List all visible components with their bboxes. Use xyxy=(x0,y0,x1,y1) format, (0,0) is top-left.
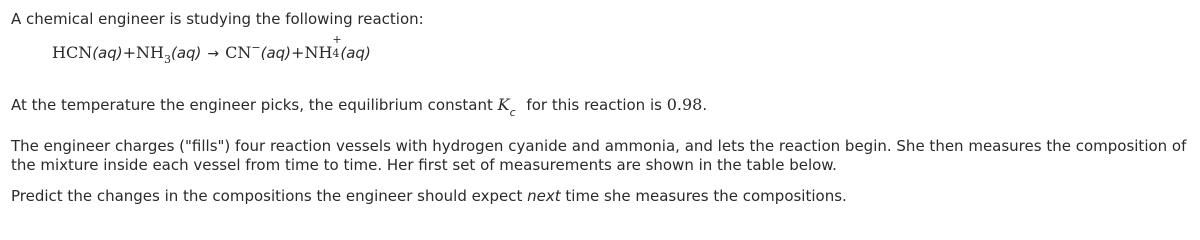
equilibrium-constant-line xyxy=(11,94,707,118)
kc-value: 0.98 xyxy=(666,95,703,114)
reactant-nh3: NH xyxy=(136,43,164,62)
product-nh4-scripts xyxy=(332,33,342,60)
product-cn: CN xyxy=(225,43,252,62)
reactant-nh3-subscript: 3 xyxy=(163,53,171,66)
kline-period: . xyxy=(702,96,708,114)
plus-sign: + xyxy=(122,43,137,62)
product-nh4: NH xyxy=(304,43,333,62)
product-nh4-phase: (aq) xyxy=(340,44,371,62)
reaction-equation xyxy=(52,33,371,76)
product-nh4-charge: + xyxy=(332,33,342,46)
kc-subscript: c xyxy=(509,106,516,119)
intro-text: A chemical engineer is studying the following reaction: xyxy=(11,10,424,28)
kline-text-before: At the temperature the engineer picks, the equilibrium constant xyxy=(11,96,498,114)
plus-sign: + xyxy=(291,43,305,62)
prompt-emphasis: next xyxy=(527,187,561,205)
product-cn-charge: − xyxy=(251,41,261,54)
kc-symbol: K xyxy=(497,95,510,114)
reactant-nh3-phase: (aq) xyxy=(170,44,202,62)
reactant-hcn: HCN xyxy=(52,43,93,62)
description-paragraph: The engineer charges ("fills") four reaction vessels with hydrogen cyanide and ammonia, and lets the reaction begin. She then measures the composition of the mixture inside each vessel from time to time. Her first set of measurements are shown in the table below. xyxy=(11,137,1187,174)
reactant-hcn-phase: (aq) xyxy=(92,44,123,62)
kline-text-after: for this reaction is xyxy=(521,96,667,114)
prompt-paragraph xyxy=(11,186,847,206)
prompt-text-before: Predict the changes in the compositions the engineer should expect xyxy=(11,187,528,205)
product-cn-phase: (aq) xyxy=(260,44,292,62)
prompt-text-after: time she measures the compositions. xyxy=(560,187,847,205)
reaction-arrow-icon: → xyxy=(207,46,220,62)
product-nh4-subscript: 4 xyxy=(332,47,340,60)
